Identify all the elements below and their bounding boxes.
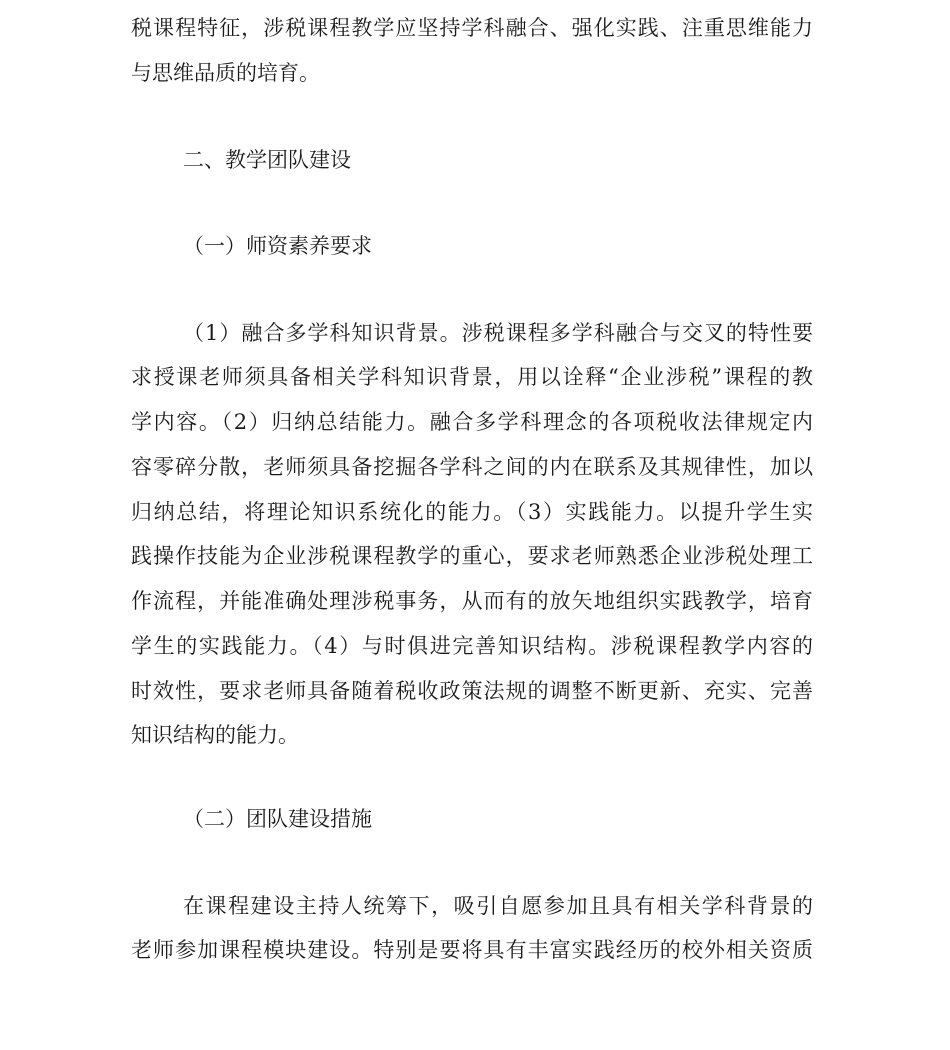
intro-line-1: 税课程特征，涉税课程教学应坚持学科融合、强化实践、注重思维能力 xyxy=(131,16,813,40)
para1-line-7: 作流程，并能准确处理涉税事务，从而有的放矢地组织实践教学，培育 xyxy=(131,589,813,613)
para2-line-2: 老师参加课程模块建设。特别是要将具有丰富实践经历的校外相关资质 xyxy=(131,938,813,962)
intro-line-2: 与思维品质的培育。 xyxy=(131,61,320,85)
subsection-heading-teacher-qualifications: （一）师资素养要求 xyxy=(183,234,372,258)
para1-line-10: 知识结构的能力。 xyxy=(131,723,299,747)
para1-line-8: 学生的实践能力。（4）与时俱进完善知识结构。涉税课程教学内容的 xyxy=(131,634,813,658)
para1-line-9: 时效性，要求老师具备随着税收政策法规的调整不断更新、充实、完善 xyxy=(131,679,813,703)
para1-line-4: 容零碎分散，老师须具备挖掘各学科之间的内在联系及其规律性，加以 xyxy=(131,455,813,479)
para1-line-5: 归纳总结，将理论知识系统化的能力。（3）实践能力。以提升学生实 xyxy=(131,500,813,524)
section-heading-team-building: 二、教学团队建设 xyxy=(183,148,351,172)
para1-line-1: （1）融合多学科知识背景。涉税课程多学科融合与交叉的特性要 xyxy=(183,321,813,345)
para1-line-3: 学内容。（2）归纳总结能力。融合多学科理念的各项税收法律规定内 xyxy=(131,410,813,434)
subsection-heading-team-measures: （二）团队建设措施 xyxy=(183,807,372,831)
para1-line-2: 求授课老师须具备相关学科知识背景，用以诠释“企业涉税”课程的教 xyxy=(131,365,813,389)
para1-line-6: 践操作技能为企业涉税课程教学的重心，要求老师熟悉企业涉税处理工 xyxy=(131,544,813,568)
para2-line-1: 在课程建设主持人统筹下，吸引自愿参加且具有相关学科背景的 xyxy=(183,894,813,918)
